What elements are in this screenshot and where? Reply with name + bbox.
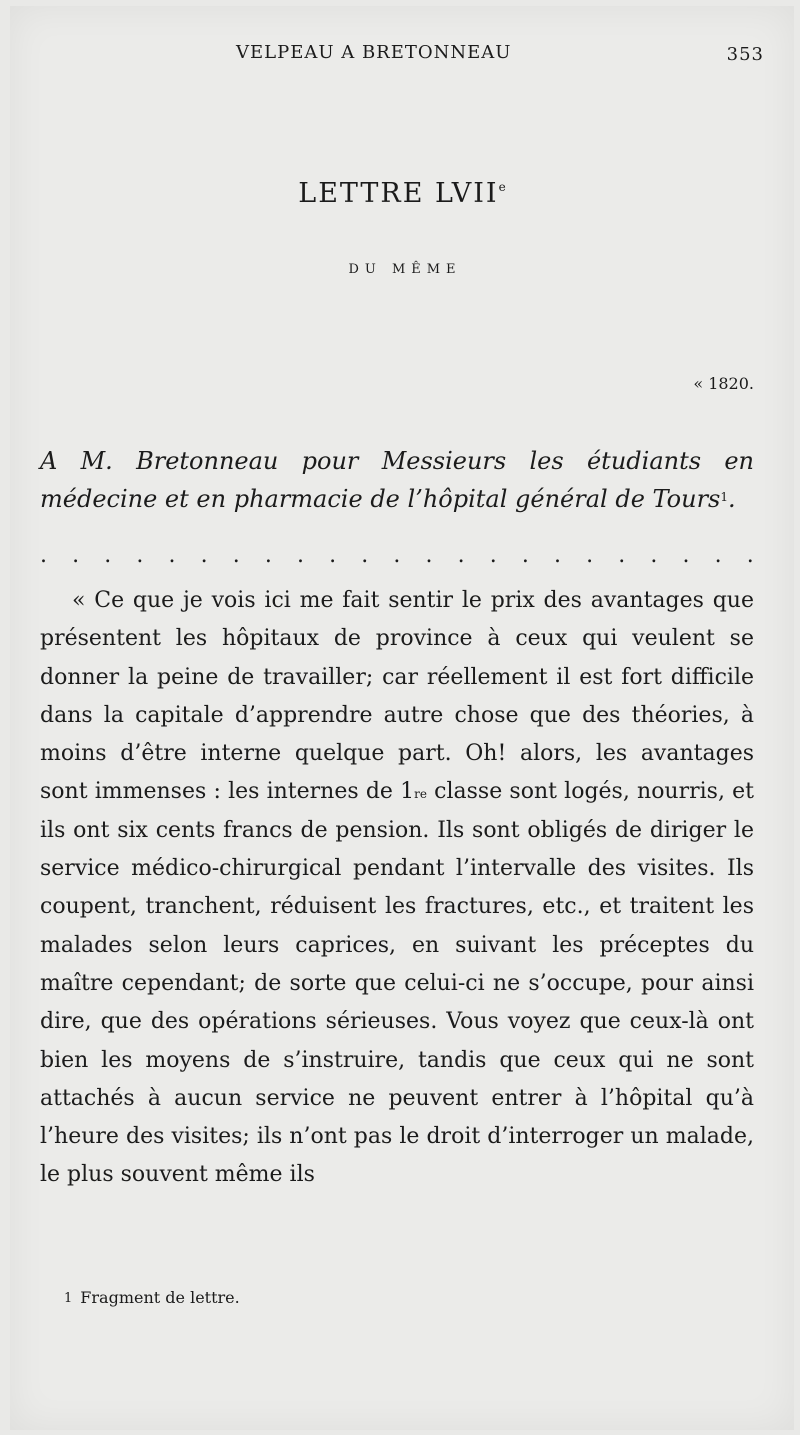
ellipsis-line xyxy=(40,543,754,568)
chapter-title xyxy=(10,178,794,209)
ellipsis-dot: . xyxy=(554,543,561,568)
ellipsis-dot: . xyxy=(425,543,433,568)
ellipsis-dot: . xyxy=(521,543,529,568)
footnote-mark: 1 xyxy=(64,1291,73,1306)
ellipsis-dot: . xyxy=(618,543,626,568)
body-paragraph xyxy=(40,582,754,1195)
footnote xyxy=(64,1288,240,1307)
running-title: VELPEAU A BRETONNEAU xyxy=(236,42,512,63)
book-page xyxy=(10,6,794,1430)
ellipsis-dot: . xyxy=(361,543,369,568)
address-end: . xyxy=(728,485,736,513)
footnote-reference: 1 xyxy=(720,490,729,504)
letter-address xyxy=(40,442,754,518)
footnote-text: Fragment de lettre. xyxy=(80,1288,240,1307)
letter-date: « 1820. xyxy=(693,374,754,393)
ellipsis-dot: . xyxy=(40,543,47,568)
ellipsis-dot: . xyxy=(264,543,272,568)
ellipsis-dot: . xyxy=(297,543,304,568)
ellipsis-dot: . xyxy=(136,543,144,568)
ellipsis-dot: . xyxy=(393,543,401,568)
chapter-title-text: LETTRE LVII xyxy=(298,178,499,209)
ellipsis-dot: . xyxy=(104,543,112,568)
ellipsis-dot: . xyxy=(457,543,465,568)
chapter-title-superscript: e xyxy=(498,180,506,194)
ellipsis-dot: . xyxy=(489,543,497,568)
ellipsis-dot: . xyxy=(168,543,176,568)
ellipsis-dot: . xyxy=(72,543,80,568)
ellipsis-dot: . xyxy=(586,543,594,568)
page-number: 353 xyxy=(726,44,764,65)
chapter-subtitle: DU MÊME xyxy=(348,262,462,277)
ellipsis-dot: . xyxy=(714,543,722,568)
ellipsis-dot: . xyxy=(746,543,754,568)
ellipsis-dot: . xyxy=(200,543,208,568)
body-text-part2: classe sont logés, nourris, et ils ont six cents francs de pension. Ils sont obligés de diriger le service médico-chirurgical pendant l’intervalle des visites. Ils coupent, tranchent, réduisent les fractures, etc., et traitent les malades selon leurs caprices, en suivant les préceptes du maître cependant; de sorte que celui-ci ne s’occupe, pour ainsi dire, que des opérations sérieuses. Vous voyez que ceux-là ont bien les moyens de s’instruire, tandis que ceux qui ne sont attachés à aucun service ne peuvent entrer à l’hôpital qu’à l’heure des visites; ils n’ont pas le droit d’interroger un malade, le plus souvent même ils xyxy=(40,779,755,1188)
letter-body xyxy=(40,582,754,1195)
ellipsis-dot: . xyxy=(232,543,240,568)
ellipsis-dot: . xyxy=(650,543,658,568)
ellipsis-dot: . xyxy=(682,543,690,568)
page-header xyxy=(50,42,764,66)
ellipsis-dot: . xyxy=(329,543,337,568)
body-text-part1: « Ce que je vois ici me fait sentir le prix des avantages que présentent les hôpitaux de province à ceux qui veulent se donner la peine de travailler; car réellement il est fort difficile dans la capitale d’apprendre autre chose que des théories, à moins d’être interne quelque part. Oh! alors, les avantages sont immenses : les internes de 1 xyxy=(40,588,754,805)
address-text: A M. Bretonneau pour Messieurs les étudiants en médecine et en pharmacie de l’hôpital général de Tours xyxy=(40,447,754,513)
ordinal-superscript: re xyxy=(414,787,427,802)
